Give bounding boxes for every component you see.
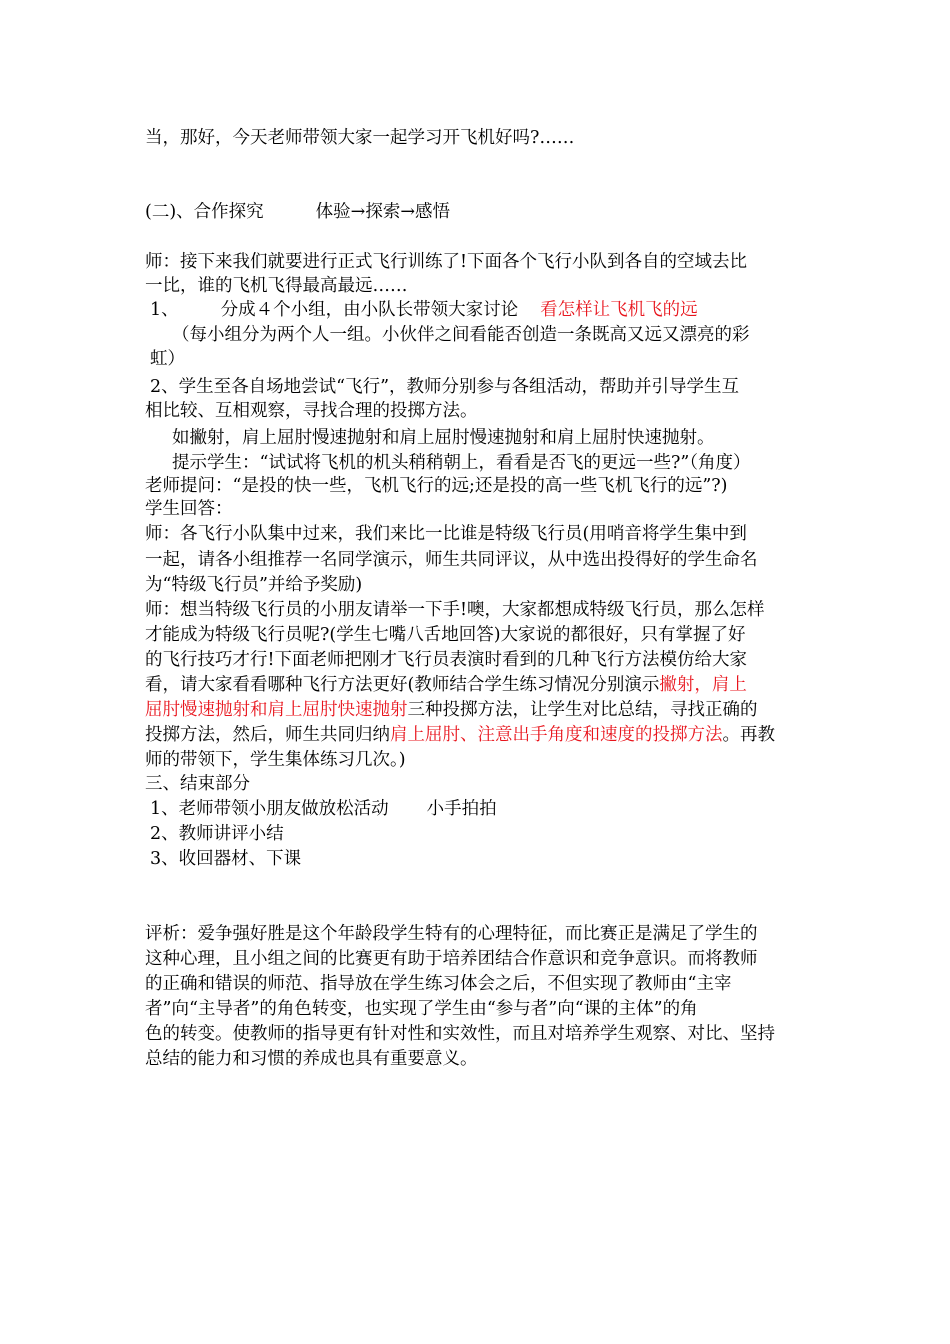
paragraph-line: 师的带领下，学生集体练习几次。) [145, 750, 406, 770]
section-heading-cooperative-inquiry [145, 200, 450, 224]
highlighted-text: 看怎样让飞机飞的远 [540, 300, 698, 320]
analysis-line: 这种心理，且小组之间的比赛更有助于培养团结合作意识和竞争意识。而将教师 [145, 949, 758, 969]
highlighted-text: 撇射，肩上 [659, 675, 747, 695]
hint-line: 提示学生：“试试将飞机的机头稍稍朝上，看看是否飞的更远一些?”（角度） [172, 453, 751, 473]
list-item-text: 1、老师带领小朋友做放松活动 [150, 799, 389, 819]
section-heading-ending: 三、结束部分 [145, 774, 250, 794]
question-line: 老师提问：“是投的快一些，飞机飞行的远;还是投的高一些飞机飞行的远”?) [145, 476, 728, 496]
paragraph-line [145, 698, 758, 722]
analysis-line: 的正确和错误的师范、指导放在学生练习体会之后，不但实现了教师由“主宰 [145, 974, 732, 994]
list-item: 2、教师讲评小结 [150, 824, 284, 844]
activity-name: 小手拍拍 [426, 799, 497, 819]
analysis-line: 者”向“主导者”的角色转变，也实现了学生由“参与者”向“课的主体”的角 [145, 999, 698, 1019]
paragraph-text: 看，请大家看看哪种飞行方法更好(教师结合学生练习情况分别演示 [145, 675, 660, 695]
paragraph-line [145, 673, 747, 697]
analysis-line: 总结的能力和习惯的养成也具有重要意义。 [145, 1049, 478, 1069]
note-line: （每小组分为两个人一组。小伙伴之间看能否创造一条既高又远又漂亮的彩 [172, 325, 750, 345]
note-line: 虹） [150, 349, 185, 369]
paragraph-text: 投掷方法，然后，师生共同归纳 [145, 725, 390, 745]
paragraph-line: 才能成为特级飞行员呢?(学生七嘴八舌地回答)大家说的都很好，只有掌握了好 [145, 625, 746, 645]
section-subtitle: 体验→探索→感悟 [315, 202, 450, 222]
paragraph-line [145, 723, 775, 747]
answer-line: 学生回答： [145, 499, 233, 519]
paragraph-line: 的飞行技巧才行!下面老师把刚才飞行员表演时看到的几种飞行方法模仿给大家 [145, 650, 748, 670]
analysis-line: 色的转变。使教师的指导更有针对性和实效性，而且对培养学生观察、对比、坚持 [145, 1024, 775, 1044]
section-title: (二)、合作探究 [145, 202, 264, 222]
paragraph-line: 为“特级飞行员”并给予奖励) [145, 575, 363, 595]
highlighted-text: 屈肘慢速抛射和肩上屈肘快速抛射 [145, 700, 408, 720]
list-item-text: 分成４个小组，由小队长带领大家讨论 [220, 300, 519, 320]
list-item-number: 1、 [150, 300, 179, 320]
list-item [150, 797, 497, 821]
paragraph-line: 一比，谁的飞机飞得最高最远…… [145, 276, 408, 296]
list-item: 3、收回器材、下课 [150, 849, 302, 869]
paragraph-line: 师：各飞行小队集中过来，我们来比一比谁是特级飞行员(用哨音将学生集中到 [145, 524, 747, 544]
list-item-2: 2、学生至各自场地尝试“飞行”，教师分别参与各组活动，帮助并引导学生互 [150, 377, 740, 397]
analysis-line: 评析：爱争强好胜是这个年龄段学生特有的心理特征，而比赛正是满足了学生的 [145, 924, 758, 944]
paragraph-text: 。再教 [722, 725, 775, 745]
paragraph-text: 三种投掷方法，让学生对比总结，寻找正确的 [407, 700, 758, 720]
paragraph-line: 师：想当特级飞行员的小朋友请举一下手!噢，大家都想成特级飞行员，那么怎样 [145, 600, 765, 620]
list-item-1 [150, 298, 698, 322]
paragraph-line: 一起，请各小组推荐一名同学演示，师生共同评议，从中选出投得好的学生命名 [145, 550, 758, 570]
list-item-2-continued: 相比较、互相观察，寻找合理的投掷方法。 [145, 401, 478, 421]
paragraph-line: 师：接下来我们就要进行正式飞行训练了!下面各个飞行小队到各自的空域去比 [145, 252, 748, 272]
highlighted-text: 肩上屈肘、注意出手角度和速度的投掷方法 [390, 725, 723, 745]
intro-line: 当，那好，今天老师带领大家一起学习开飞机好吗?…… [145, 128, 575, 148]
example-line: 如撇射，肩上屈肘慢速抛射和肩上屈肘慢速抛射和肩上屈肘快速抛射。 [172, 428, 715, 448]
